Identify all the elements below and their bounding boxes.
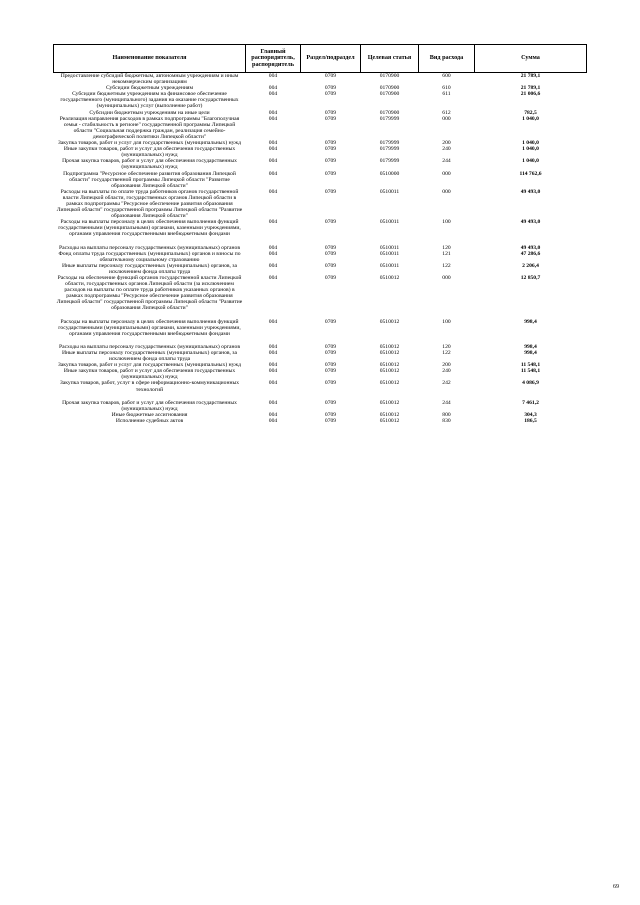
cell-admin: 004 xyxy=(268,85,278,92)
cell-section: 0709 xyxy=(324,158,337,165)
cell-expense: 612 xyxy=(442,109,451,116)
cell-expense: 200 xyxy=(442,140,451,147)
budget-table xyxy=(53,44,587,424)
cell-expense: 611 xyxy=(442,91,451,98)
cell-admin: 004 xyxy=(268,140,278,147)
cell-name: Расходы на выплаты персоналу государственных (муниципальных) органов xyxy=(59,244,240,251)
cell-admin: 004 xyxy=(268,262,278,269)
cell-section: 0709 xyxy=(324,250,337,257)
cell-section: 0709 xyxy=(324,91,337,98)
cell-article: 0510000 xyxy=(379,170,400,177)
cell-article: 0510012 xyxy=(379,362,400,369)
table-row xyxy=(54,368,587,380)
cell-article: 0179999 xyxy=(379,140,400,147)
cell-article: 0510011 xyxy=(379,244,400,251)
cell-article: 0179999 xyxy=(379,158,400,165)
cell-sum: 21 789,1 xyxy=(520,73,541,79)
cell-expense: 100 xyxy=(442,318,451,325)
cell-sum: 7 461,2 xyxy=(522,399,539,406)
cell-admin: 004 xyxy=(268,250,278,257)
cell-name: Подпрограмма "Ресурсное обеспечение развития образования Липецкой области" государственной программы Липецкой области "Развитие образования Липецкой области" xyxy=(63,170,236,189)
cell-expense: 242 xyxy=(442,380,451,387)
cell-expense: 000 xyxy=(442,188,451,195)
cell-article: 0510012 xyxy=(379,343,400,350)
cell-expense: 240 xyxy=(442,368,451,375)
cell-article: 0510012 xyxy=(379,411,400,418)
cell-expense: 122 xyxy=(442,262,451,269)
cell-expense: 120 xyxy=(442,343,451,350)
cell-admin: 004 xyxy=(268,188,278,195)
cell-section: 0709 xyxy=(324,368,337,375)
cell-sum: 998,4 xyxy=(524,343,537,350)
cell-expense: 122 xyxy=(442,349,451,356)
cell-article: 0510012 xyxy=(379,399,400,406)
table-row xyxy=(54,350,587,362)
cell-section: 0709 xyxy=(324,262,337,269)
cell-sum: 21 006,6 xyxy=(520,91,541,98)
cell-article: 0510012 xyxy=(379,349,400,356)
cell-article: 0170900 xyxy=(379,73,400,79)
cell-section: 0709 xyxy=(324,399,337,406)
cell-admin: 004 xyxy=(268,399,278,406)
cell-section: 0709 xyxy=(324,85,337,92)
cell-name: Субсидии бюджетным учреждениям на финансовое обеспечение государственного (муниципального) задания на оказание государственных (муниципальных) услуг (выполнение работ) xyxy=(60,91,239,110)
cell-expense: 000 xyxy=(442,170,451,177)
cell-name: Закупка товаров, работ и услуг для государственных (муниципальных) нужд xyxy=(57,140,242,147)
cell-admin: 004 xyxy=(268,115,278,122)
table-body xyxy=(54,73,587,424)
cell-sum: 1 040,0 xyxy=(522,140,539,147)
cell-section: 0709 xyxy=(324,275,337,281)
cell-admin: 004 xyxy=(268,219,278,226)
cell-name: Расходы на выплаты персоналу в целях обеспечения выполнения функций государственными (муниципальными) органами, казенными учреждениями, органами управления государственными внебюджетными фондами xyxy=(58,318,241,337)
cell-section: 0709 xyxy=(324,146,337,153)
cell-article: 0179999 xyxy=(379,115,400,122)
cell-sum: 998,4 xyxy=(524,349,537,356)
table-row xyxy=(54,337,587,350)
cell-article: 0510012 xyxy=(379,275,400,281)
table-row xyxy=(54,312,587,337)
cell-article: 0510012 xyxy=(379,380,400,387)
cell-admin: 004 xyxy=(268,91,278,98)
cell-admin: 004 xyxy=(268,417,278,424)
cell-admin: 004 xyxy=(268,146,278,153)
cell-admin: 004 xyxy=(268,411,278,418)
cell-article: 0510011 xyxy=(379,188,400,195)
cell-sum: 304,3 xyxy=(524,411,537,418)
cell-admin: 004 xyxy=(268,368,278,375)
table-row xyxy=(54,158,587,170)
table-row xyxy=(54,275,587,312)
cell-article: 0510012 xyxy=(379,417,400,424)
header-article: Целевая статья xyxy=(361,45,419,73)
cell-name: Прочая закупка товаров, работ и услуг для обеспечения государственных (муниципальных) нужд xyxy=(62,158,237,171)
header-sum: Сумма xyxy=(475,45,587,73)
cell-section: 0709 xyxy=(324,349,337,356)
cell-expense: 610 xyxy=(442,85,451,92)
cell-name: Расходы на выплаты по оплате труда работников органов государственной власти Липецкой области, государственных органов Липецкой области в рамках подпрограммы "Ресурсное обеспечение развития образования Липецкой области" государственной программы Липецкой области "Развитие образования Липецкой области" xyxy=(56,188,243,220)
cell-sum: 4 086,9 xyxy=(522,380,539,387)
cell-expense: 830 xyxy=(442,417,451,424)
cell-section: 0709 xyxy=(324,244,337,251)
cell-section: 0709 xyxy=(324,188,337,195)
page-number: 69 xyxy=(613,884,619,890)
cell-section: 0709 xyxy=(324,380,337,387)
cell-expense: 100 xyxy=(442,219,451,226)
cell-name: Субсидии бюджетным учреждениям на иные цели xyxy=(89,109,210,116)
cell-section: 0709 xyxy=(324,411,337,418)
cell-name: Фонд оплаты труда государственных (муниципальных) органов и взносы по обязательному социальному страхованию xyxy=(58,250,241,263)
cell-name: Иные выплаты персоналу государственных (муниципальных) органов, за исключением фонда оплаты труда xyxy=(61,349,238,363)
cell-expense: 200 xyxy=(442,362,451,369)
cell-sum: 186,5 xyxy=(524,417,537,424)
cell-sum: 12 850,7 xyxy=(520,275,541,281)
cell-article: 0170900 xyxy=(379,85,400,92)
cell-section: 0709 xyxy=(324,362,337,369)
cell-article: 0510012 xyxy=(379,368,400,375)
cell-name: Расходы на обеспечение функций органов государственной власти Липецкой области, государственных органов Липецкой области (за исключением расходов на выплаты по оплате труда работников указанных органов) в рамках подпрограммы "Ресурсное обеспечение развития образования Липецкой области" государственной программы Липецкой области "Развитие образования Липецкой области" xyxy=(56,275,243,312)
cell-sum: 21 789,1 xyxy=(520,85,541,92)
cell-article: 0510011 xyxy=(379,250,400,257)
table-row xyxy=(54,219,587,237)
cell-expense: 800 xyxy=(442,411,451,418)
cell-admin: 004 xyxy=(268,318,278,325)
cell-sum: 782,5 xyxy=(524,109,537,116)
cell-name: Прочая закупка товаров, работ и услуг для обеспечения государственных (муниципальных) нужд xyxy=(62,399,237,412)
table-row xyxy=(54,418,587,424)
cell-sum: 1 040,0 xyxy=(522,146,539,153)
cell-admin: 004 xyxy=(268,73,278,79)
table-row xyxy=(54,116,587,140)
cell-admin: 004 xyxy=(268,275,278,281)
cell-admin: 004 xyxy=(268,158,278,165)
cell-section: 0709 xyxy=(324,73,337,79)
cell-expense: 244 xyxy=(442,158,451,165)
cell-section: 0709 xyxy=(324,219,337,226)
cell-name: Закупка товаров, работ, услуг в сфере информационно-коммуникационных технологий xyxy=(59,380,240,393)
cell-name: Иные выплаты персоналу государственных (муниципальных) органов, за исключением фонда оплаты труда xyxy=(61,262,238,275)
cell-name: Расходы на выплаты персоналу в целях обеспечения выполнения функций государственными (муниципальными) органами, казенными учреждениями, органами управления государственными внебюджетными фондами xyxy=(58,219,241,238)
cell-section: 0709 xyxy=(324,417,337,424)
cell-admin: 004 xyxy=(268,343,278,350)
table-row xyxy=(54,171,587,189)
cell-sum: 2 206,4 xyxy=(522,262,539,269)
cell-section: 0709 xyxy=(324,170,337,177)
cell-expense: 600 xyxy=(442,73,451,79)
cell-name: Расходы на выплаты персоналу государственных (муниципальных) органов xyxy=(59,343,240,350)
cell-article: 0510012 xyxy=(379,318,400,325)
cell-expense: 240 xyxy=(442,146,451,153)
cell-sum: 49 493,0 xyxy=(520,219,541,226)
cell-section: 0709 xyxy=(324,115,337,122)
table-row xyxy=(54,251,587,263)
cell-name: Иные закупки товаров, работ и услуг для обеспечения государственных (муниципальных) нужд xyxy=(63,368,236,381)
cell-sum: 1 040,0 xyxy=(522,158,539,165)
cell-expense: 000 xyxy=(442,115,451,122)
cell-admin: 004 xyxy=(268,349,278,356)
header-admin: Главный распорядитель, распорядитель xyxy=(246,45,301,73)
cell-section: 0709 xyxy=(324,109,337,116)
cell-sum: 114 762,6 xyxy=(519,170,542,177)
cell-admin: 004 xyxy=(268,362,278,369)
cell-sum: 1 040,0 xyxy=(522,115,539,122)
cell-expense: 120 xyxy=(442,244,451,251)
cell-sum: 11 548,1 xyxy=(520,368,541,375)
cell-name: Предоставление субсидий бюджетным, автономным учреждениям и иным некоммерческим организациям xyxy=(60,73,239,86)
cell-sum: 47 286,6 xyxy=(520,250,541,257)
cell-section: 0709 xyxy=(324,343,337,350)
cell-sum: 49 493,0 xyxy=(520,244,541,251)
cell-admin: 004 xyxy=(268,380,278,387)
table-row xyxy=(54,189,587,219)
cell-expense: 121 xyxy=(442,250,451,257)
header-name: Наименование показателя xyxy=(54,45,246,73)
cell-section: 0709 xyxy=(324,318,337,325)
table-row xyxy=(54,393,587,412)
cell-expense: 000 xyxy=(442,275,451,281)
cell-name: Иные бюджетные ассигнования xyxy=(111,411,188,418)
cell-sum: 998,4 xyxy=(524,318,537,325)
cell-article: 0170900 xyxy=(379,109,400,116)
cell-name: Закупка товаров, работ и услуг для государственных (муниципальных) нужд xyxy=(57,362,242,369)
cell-section: 0709 xyxy=(324,140,337,147)
cell-name: Исполнение судебных актов xyxy=(115,417,184,424)
table-row xyxy=(54,91,587,109)
cell-article: 0510011 xyxy=(379,262,400,269)
table-row xyxy=(54,73,587,86)
cell-sum: 11 548,1 xyxy=(520,362,541,369)
cell-article: 0179999 xyxy=(379,146,400,153)
table-row xyxy=(54,146,587,158)
cell-name: Субсидии бюджетным учреждениям xyxy=(105,85,194,92)
cell-admin: 004 xyxy=(268,109,278,116)
cell-expense: 244 xyxy=(442,399,451,406)
cell-article: 0510011 xyxy=(379,219,400,226)
cell-sum: 49 493,0 xyxy=(520,188,541,195)
table-row xyxy=(54,380,587,392)
header-expense: Вид расхода xyxy=(419,45,475,73)
cell-admin: 004 xyxy=(268,170,278,177)
cell-article: 0170900 xyxy=(379,91,400,98)
table-header xyxy=(54,45,587,73)
cell-admin: 004 xyxy=(268,244,278,251)
table-row xyxy=(54,238,587,251)
header-section: Раздел/подраздел xyxy=(301,45,361,73)
cell-name: Реализация направления расходов в рамках подпрограммы "Благополучная семья - стабильность в регионе" государственной программы Липецкой области "Социальная поддержка граждан, реализация семейно-демографической политики Липецкой области" xyxy=(59,115,240,140)
cell-name: Иные закупки товаров, работ и услуг для обеспечения государственных (муниципальных) нужд xyxy=(63,146,236,159)
table-row xyxy=(54,263,587,275)
